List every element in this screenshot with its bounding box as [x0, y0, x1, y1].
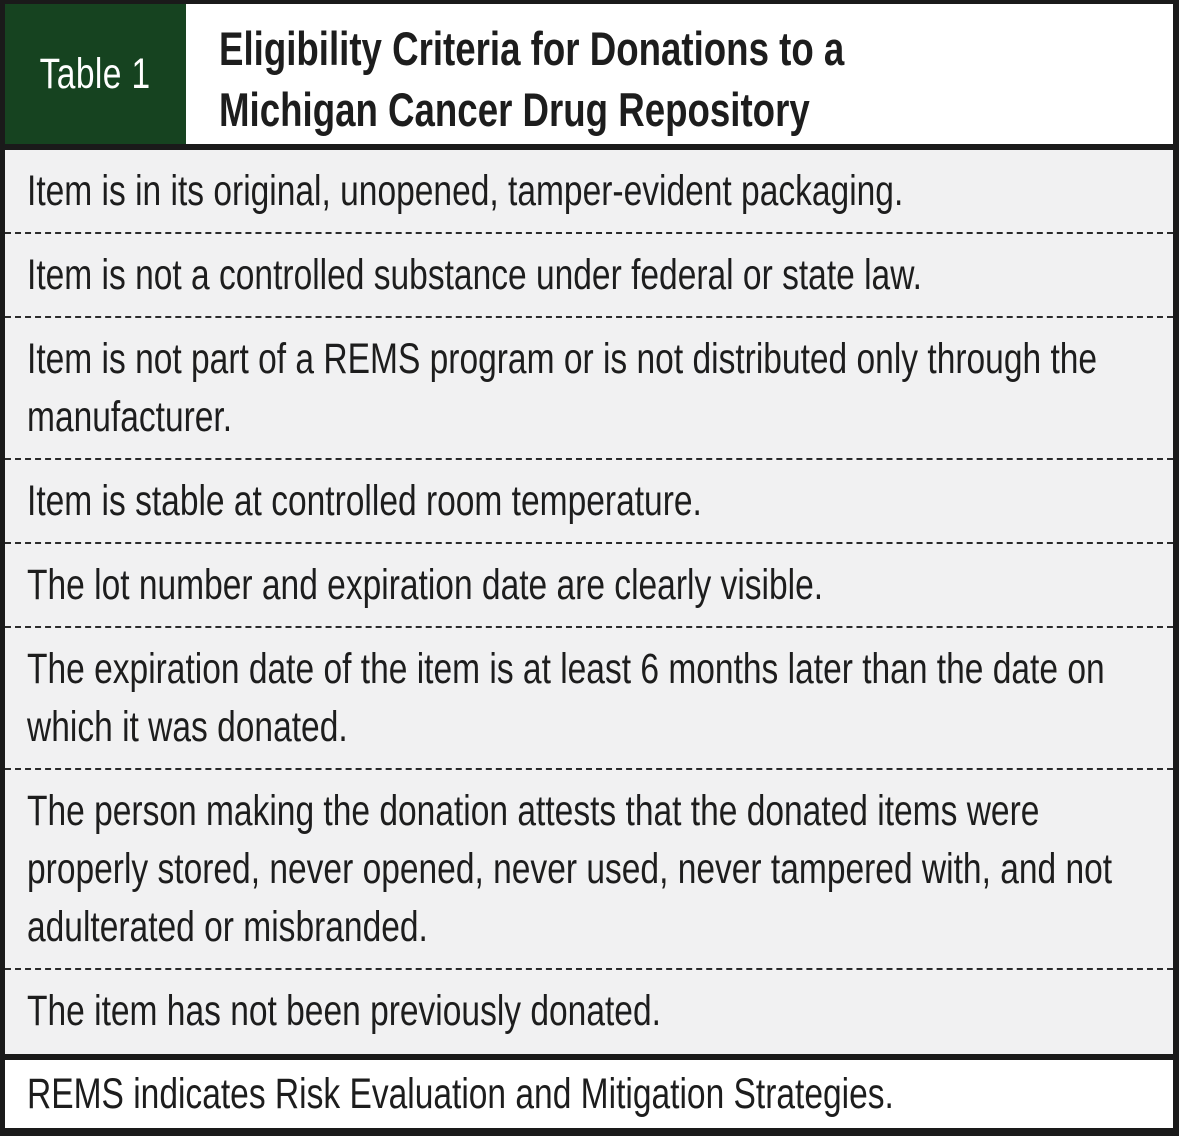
table-row [5, 542, 1173, 626]
table-header [5, 4, 1173, 150]
table-title: Eligibility Criteria for Donations to a Michigan Cancer Drug Repository [219, 22, 845, 136]
criterion-text: Item is stable at controlled room temperature. [27, 477, 702, 525]
table-row [5, 768, 1173, 968]
table-footnote: REMS indicates Risk Evaluation and Mitigation Strategies. [27, 1070, 894, 1118]
criterion-text: The expiration date of the item is at least 6 months later than the date on which it was donated. [27, 645, 1105, 751]
table-row [5, 150, 1173, 232]
criterion-text: Item is in its original, unopened, tamper-evident packaging. [27, 167, 904, 215]
criterion-text: Item is not part of a REMS program or is not distributed only through the manufacturer. [27, 335, 1098, 441]
table-row [5, 458, 1173, 542]
criterion-text: Item is not a controlled substance under federal or state law. [27, 251, 922, 299]
table-row [5, 968, 1173, 1052]
table-row [5, 232, 1173, 316]
table-row [5, 316, 1173, 458]
table-label: Table 1 [40, 49, 151, 98]
table-title-cell [186, 4, 1173, 144]
table-label-box [5, 4, 186, 144]
criterion-text: The lot number and expiration date are clearly visible. [27, 561, 824, 609]
table-body [5, 150, 1173, 1054]
table-footnote-row [5, 1054, 1173, 1128]
table-row [5, 626, 1173, 768]
criterion-text: The item has not been previously donated. [27, 987, 661, 1035]
criterion-text: The person making the donation attests that the donated items were properly stored, never opened, never used, never tampered with, and not adulterated or misbranded. [27, 787, 1113, 951]
